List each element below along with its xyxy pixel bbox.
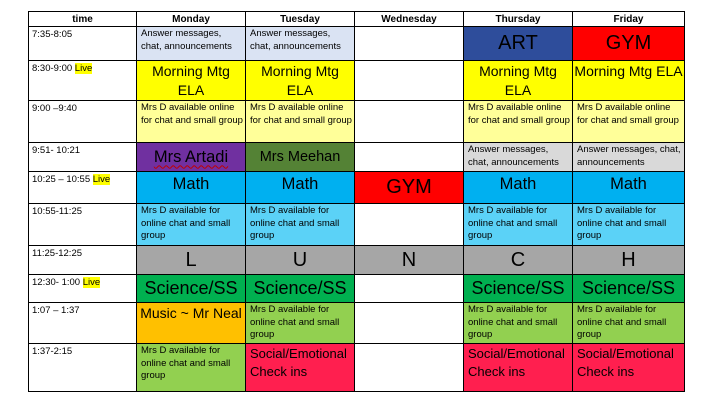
time-cell — [29, 172, 137, 204]
cell-wednesday — [355, 275, 464, 303]
cell-wednesday: N — [355, 246, 464, 275]
time-cell — [29, 275, 137, 303]
cell-friday: Answer messages, chat, announcements — [573, 143, 685, 172]
time-label: 8:30-9:00 — [32, 63, 73, 74]
time-label: 9:51- 10:21 — [32, 145, 81, 156]
cell-friday: Morning Mtg ELA — [573, 61, 685, 101]
cell-wednesday — [355, 143, 464, 172]
header-tuesday: Tuesday — [246, 12, 355, 27]
schedule-row — [29, 101, 685, 143]
cell-friday: GYM — [573, 27, 685, 61]
cell-tuesday: Mrs D available online for chat and small group — [246, 101, 355, 143]
header-monday: Monday — [137, 12, 246, 27]
header-thursday: Thursday — [464, 12, 573, 27]
time-label: 10:55-11:25 — [32, 206, 83, 217]
cell-thursday: Social/Emotional Check ins — [464, 344, 573, 392]
cell-tuesday: Mrs D available for online chat and small group — [246, 303, 355, 344]
cell-wednesday — [355, 344, 464, 392]
live-badge: Live — [82, 277, 101, 288]
cell-thursday: Answer messages, chat, announcements — [464, 143, 573, 172]
header-row — [29, 12, 685, 27]
cell-thursday: Morning Mtg ELA — [464, 61, 573, 101]
cell-tuesday: Social/Emotional Check ins — [246, 344, 355, 392]
cell-monday — [137, 143, 246, 172]
cell-monday: Morning Mtg ELA — [137, 61, 246, 101]
cell-thursday: Mrs D available for online chat and small group — [464, 303, 573, 344]
live-badge: Live — [74, 63, 93, 74]
cell-wednesday — [355, 27, 464, 61]
schedule-row — [29, 27, 685, 61]
time-label: 1:07 – 1:37 — [32, 305, 80, 316]
time-label: 1:37-2:15 — [32, 346, 73, 357]
cell-friday: H — [573, 246, 685, 275]
cell-tuesday: Answer messages, chat, announcements — [246, 27, 355, 61]
header-wednesday: Wednesday — [355, 12, 464, 27]
cell-thursday: Mrs D available online for chat and small group — [464, 101, 573, 143]
schedule-row — [29, 204, 685, 246]
header-friday: Friday — [573, 12, 685, 27]
time-cell — [29, 204, 137, 246]
cell-monday: Music ~ Mr Neal — [137, 303, 246, 344]
time-cell — [29, 344, 137, 392]
weekly-schedule-table — [28, 11, 685, 392]
header-time: time — [29, 12, 137, 27]
schedule-row — [29, 143, 685, 172]
cell-thursday: Mrs D available for online chat and small group — [464, 204, 573, 246]
cell-monday: Mrs D available for online chat and small group — [137, 204, 246, 246]
time-label: 7:35-8:05 — [32, 29, 73, 40]
cell-tuesday: Science/SS — [246, 275, 355, 303]
schedule-row — [29, 303, 685, 344]
cell-friday: Mrs D available for online chat and small group — [573, 204, 685, 246]
cell-monday: Answer messages, chat, announcements — [137, 27, 246, 61]
cell-wednesday: GYM — [355, 172, 464, 204]
time-cell — [29, 101, 137, 143]
cell-tuesday: Mrs D available for online chat and small group — [246, 204, 355, 246]
time-cell — [29, 246, 137, 275]
cell-monday: Science/SS — [137, 275, 246, 303]
time-cell — [29, 27, 137, 61]
cell-wednesday — [355, 204, 464, 246]
cell-tuesday: U — [246, 246, 355, 275]
cell-friday: Math — [573, 172, 685, 204]
cell-thursday: ART — [464, 27, 573, 61]
cell-thursday: Math — [464, 172, 573, 204]
cell-thursday: Science/SS — [464, 275, 573, 303]
time-label: 12:30- 1:00 — [32, 277, 81, 288]
cell-monday: Mrs D available online for chat and small group — [137, 101, 246, 143]
schedule-row — [29, 246, 685, 275]
schedule-row — [29, 61, 685, 101]
cell-monday: Mrs D available for online chat and small group — [137, 344, 246, 392]
time-cell — [29, 143, 137, 172]
time-cell — [29, 61, 137, 101]
cell-tuesday: Mrs Meehan — [246, 143, 355, 172]
time-label: 11:25-12:25 — [32, 248, 83, 259]
cell-friday: Mrs D available online for chat and small group — [573, 101, 685, 143]
time-label: 9:00 –9:40 — [32, 103, 77, 114]
cell-wednesday — [355, 303, 464, 344]
schedule-row — [29, 344, 685, 392]
live-badge: Live — [92, 174, 111, 185]
cell-monday: L — [137, 246, 246, 275]
cell-monday: Math — [137, 172, 246, 204]
teacher-name: Mrs Artadi — [153, 147, 229, 166]
schedule-row — [29, 275, 685, 303]
cell-friday: Mrs D available for online chat and small group — [573, 303, 685, 344]
time-cell — [29, 303, 137, 344]
schedule-row — [29, 172, 685, 204]
cell-wednesday — [355, 61, 464, 101]
cell-friday: Social/Emotional Check ins — [573, 344, 685, 392]
cell-friday: Science/SS — [573, 275, 685, 303]
cell-wednesday — [355, 101, 464, 143]
cell-thursday: C — [464, 246, 573, 275]
time-label: 10:25 – 10:55 — [32, 174, 91, 185]
cell-tuesday: Math — [246, 172, 355, 204]
cell-tuesday: Morning Mtg ELA — [246, 61, 355, 101]
